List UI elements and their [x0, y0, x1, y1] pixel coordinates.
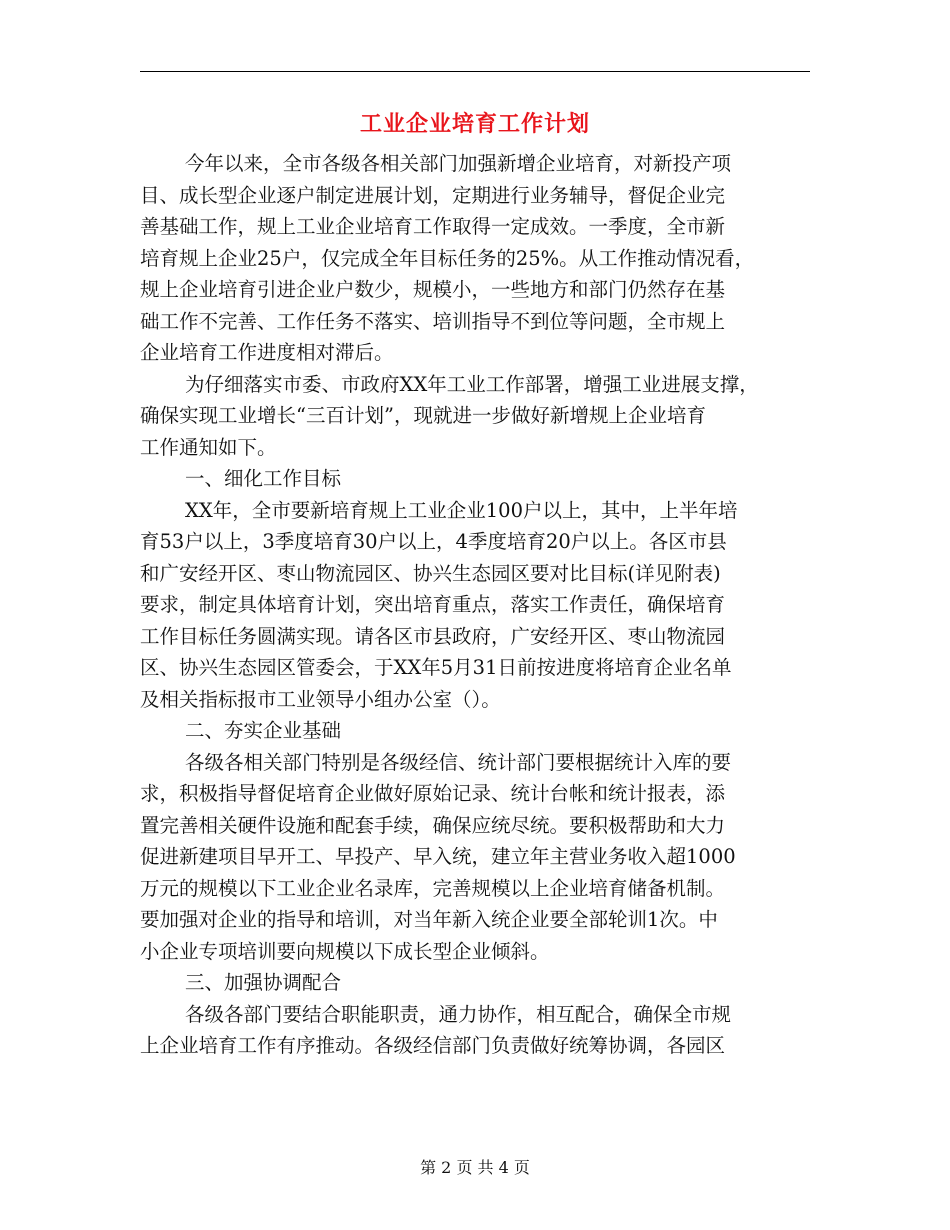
body-line: 要加强对企业的指导和培训，对当年新入统企业要全部轮训1次。中 — [140, 908, 718, 931]
document-body — [140, 148, 812, 1062]
body-line: 确保实现工业增长“三百计划”，现就进一步做好新增规上企业培育 — [140, 404, 706, 427]
body-line: 工作目标任务圆满实现。请各区市县政府，广安经开区、枣山物流园 — [140, 624, 726, 648]
body-line: 今年以来，全市各级各相关部门加强新增企业培育，对新投产项 — [185, 152, 732, 175]
page-number: 第 2 页 共 4 页 — [420, 1158, 530, 1177]
body-line: 小企业专项培训要向规模以下成长型企业倾斜。 — [140, 939, 550, 963]
body-line: 工作通知如下。 — [140, 435, 277, 459]
body-line: 各级各相关部门特别是各级经信、统计部门要根据统计入库的要 — [185, 750, 732, 774]
header-rule — [140, 71, 810, 72]
body-line: 上企业培育工作有序推动。各级经信部门负责做好统筹协调，各园区 — [140, 1034, 726, 1057]
body-line: 置完善相关硬件设施和配套手续，确保应统尽统。要积极帮助和大力 — [140, 813, 726, 837]
body-line: 要求，制定具体培育计划，突出培育重点，落实工作责任，确保培育 — [140, 593, 726, 616]
body-line: XX年，全市要新培育规上工业企业100户以上，其中，上半年培 — [185, 498, 738, 522]
body-line: 培育规上企业25户，仅完成全年目标任务的25%。从工作推动情况看， — [140, 246, 755, 270]
body-line: 善基础工作，规上工业企业培育工作取得一定成效。一季度，全市新 — [140, 215, 726, 238]
body-line: 育53户以上，3季度培育30户以上，4季度培育20户以上。各区市县 — [140, 530, 727, 553]
body-line: 企业培育工作进度相对滞后。 — [140, 341, 394, 364]
body-line: 目、成长型企业逐户制定进展计划，定期进行业务辅导，督促企业完 — [140, 183, 726, 207]
body-line: 础工作不完善、工作任务不落实、培训指导不到位等问题，全市规上 — [140, 309, 726, 333]
body-line: 促进新建项目早开工、早投产、早入统，建立年主营业务收入超1000 — [140, 845, 736, 868]
section-heading: 二、夯实企业基础 — [185, 719, 342, 742]
body-line: 和广安经开区、枣山物流园区、协兴生态园区要对比目标(详见附表) — [140, 561, 721, 585]
document-title: 工业企业培育工作计划 — [359, 111, 590, 137]
body-line: 为仔细落实市委、市政府XX年工业工作部署，增强工业进展支撑， — [185, 372, 759, 396]
body-line: 各级各部门要结合职能职责，通力协作，相互配合，确保全市规 — [185, 1002, 732, 1026]
body-line: 万元的规模以下工业企业名录库，完善规模以上企业培育储备机制。 — [140, 876, 726, 900]
section-heading: 三、加强协调配合 — [185, 971, 342, 994]
body-line: 规上企业培育引进企业户数少，规模小，一些地方和部门仍然存在基 — [140, 278, 726, 301]
section-heading: 一、细化工作目标 — [185, 467, 342, 490]
body-line: 区、协兴生态园区管委会，于XX年5月31日前按进度将培育企业名单 — [140, 656, 732, 679]
body-line: 求，积极指导督促培育企业做好原始记录、统计台帐和统计报表，添 — [140, 782, 726, 805]
body-line: 及相关指标报市工业领导小组办公室（）。 — [140, 687, 501, 711]
page-footer — [0, 1155, 950, 1178]
